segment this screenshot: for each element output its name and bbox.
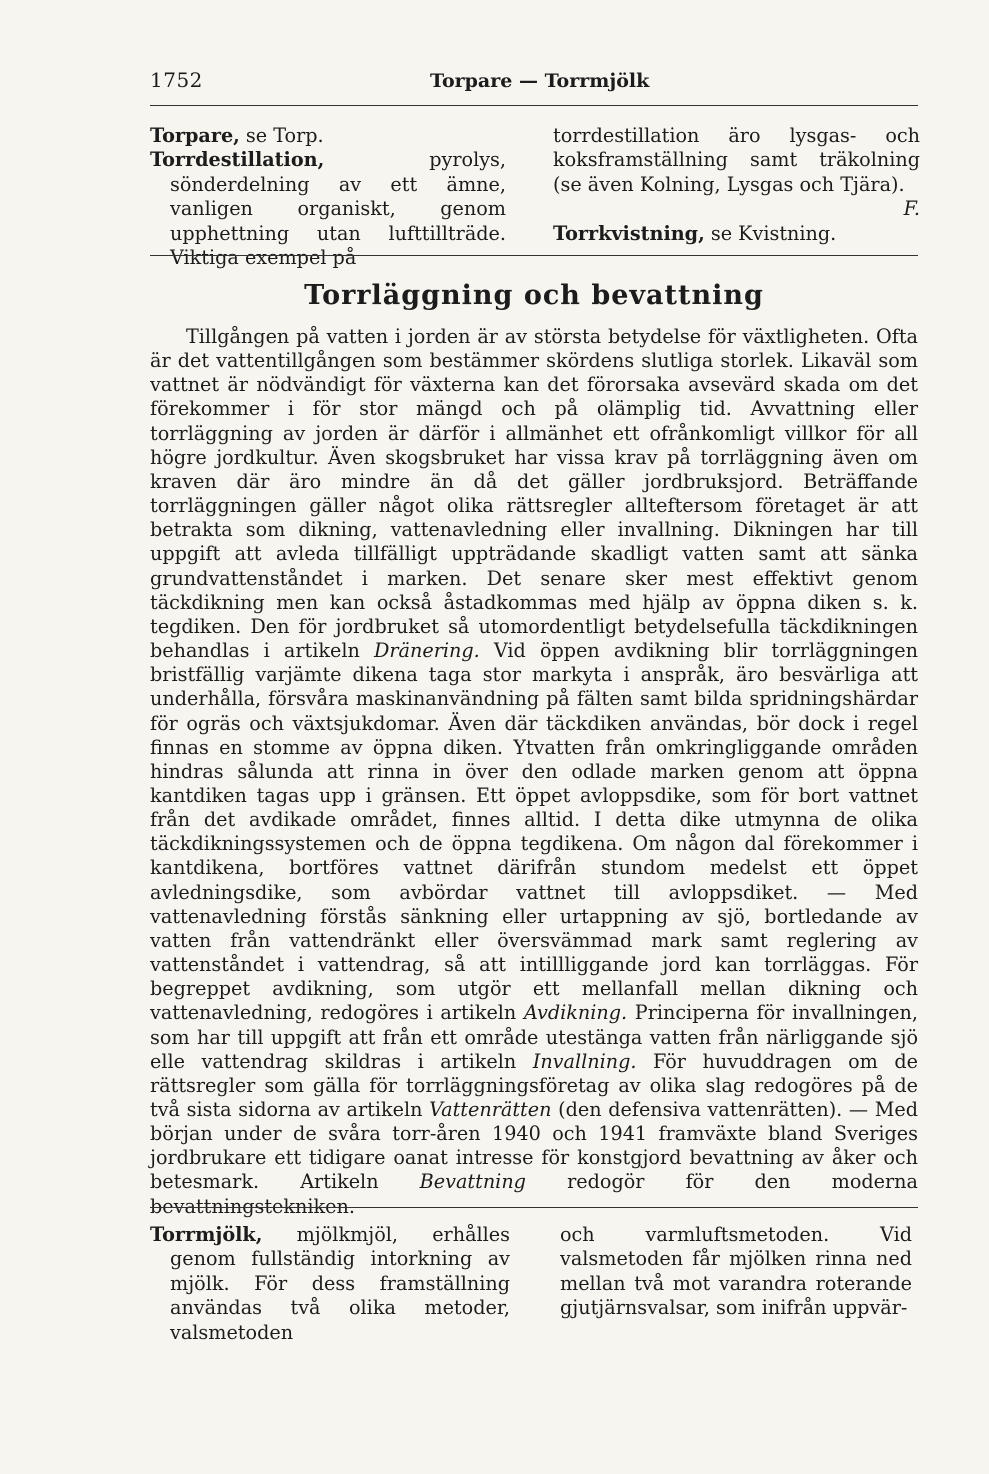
author-signature: F. xyxy=(903,197,920,221)
top-left-column xyxy=(150,124,506,270)
cross-reference: Vattenrätten xyxy=(429,1098,552,1121)
header-rule xyxy=(150,105,918,106)
headword: Torpare, xyxy=(150,124,240,147)
article-text: För huvuddragen om de rättsregler som gälla för torrläggningsföretag av olika slag redogöres på de två sista sidorna av artikeln xyxy=(150,1049,918,1121)
cross-reference: Avdikning. xyxy=(523,1001,628,1025)
entry-text: se Kvistning. xyxy=(704,221,837,245)
article-text: Tillgången på vatten i jorden är av största betydelse för växtligheten. Ofta är det vattentillgången som bestämmer skördens slutliga storlek. Likaväl som vattnet är nödvändigt för växterna kan det förorsaka avsevärd skada om det förekommer i för stor mängd och på olämplig tid. Avvattning eller torrläggning av jorden är därför i allmänhet ett ofrånkomligt villkor för all högre jordkultur. Även skogsbruket har vissa krav på torrläggning även om kraven där äro mindre än då det gäller jordbruksjord. Beträffande torrläggningen gäller något olika rättsregler allteftersom företaget är att betrakta som dikning, vattenavledning eller invallning. Dikningen har till uppgift att avleda tillfälligt uppträdande skadligt vatten samt att sänka grundvattenståndet i marken. Det senare sker mest effektivt genom täckdikning men kan också åstadkommas med hjälp av öppna diken s. k. tegdiken. Den för jordbruket så utomordentligt betydelsefulla täckdikningen behandlas i artikeln xyxy=(150,325,918,663)
article-text: (den defensiva vattenrätten). — Med början under de svåra torr-åren 1940 och 1941 framväxte bland Sveriges jordbrukare ett tidigare oanat intresse för konstgjord bevattning av åker och betesmark. Artikeln xyxy=(150,1098,918,1194)
page-number: 1752 xyxy=(150,68,203,92)
article-text: redogör för den moderna bevattningstekniken. xyxy=(150,1170,918,1218)
entry-torrmjolk xyxy=(150,1223,510,1345)
article-title: Torrläggning och bevattning xyxy=(304,280,764,311)
entry-continuation xyxy=(553,124,920,221)
article-text: Principerna för invallningen, som har till uppgift att från ett område utestänga vatten från närliggande sjö elle vattendrag skildras i artikeln xyxy=(150,1001,918,1073)
entry-text: mjölkmjöl, erhålles genom fullständig intorkning av mjölk. För dess framställning användas två olika metoder, valsmetoden xyxy=(170,1223,510,1344)
cross-reference: Bevattning xyxy=(419,1170,526,1194)
entry-torrdestillation xyxy=(150,148,506,270)
entry-torrkvistning xyxy=(553,222,920,246)
headword: Torrkvistning, xyxy=(553,221,705,245)
section-rule-top xyxy=(150,255,918,256)
cross-reference: Invallning. xyxy=(532,1049,637,1073)
continuation-text: torrdestillation äro lysgas- och koksframställning samt träkolning (se även Kolning, Lysgas och Tjära). xyxy=(553,124,920,196)
headword: Torrdestillation, xyxy=(150,148,325,172)
bottom-left-column xyxy=(150,1223,510,1345)
bottom-right-column xyxy=(560,1223,912,1321)
headword: Torrmjölk, xyxy=(150,1223,263,1246)
entry-text: se Torp. xyxy=(239,124,324,147)
entry-text: pyrolys, sönderdelning av ett ämne, vanligen organiskt, genom upphettning utan lufttillträde. Viktiga exempel på xyxy=(170,148,506,270)
page-header xyxy=(150,68,920,98)
article-text: Vid öppen avdikning blir torrläggningen bristfällig varjämte dikena taga stor markyta i anspråk, äro besvärliga att underhålla, försvåra maskinanvändning på fälten samt bilda spridningshärdar för ogräs och växtsjukdomar. Även där täckdiken användas, bör dock i regel finnas en stomme av öppna diken. Ytvatten från omkringliggande områden hindras sålunda att rinna in över den odlade marken genom att öppna kantdiken tagas upp i gränsen. Ett öppet avloppsdike, som för bort vattnet från det avdikade området, finnes alltid. I detta dike utmynna de olika täckdikningssystemen och de öppna tegdikena. Om någon dal förekommer i kantdikena, bortföres vattnet därifrån stundom medelst ett öppet avledningsdike, som avbördar vattnet till avloppsdiket. — Med vattenavledning förstås sänkning eller urtappning av sjö, bortledande av vatten från vattendränkt eller översvämmad mark samt reglering av vattenståndet i vattendrag, så att intillliggande jord kan torrläggas. För begreppet avdikning, som utgör ett mellanfall mellan dikning och vattenavledning, redogöres i artikeln xyxy=(150,639,918,1025)
entry-torpare xyxy=(150,124,506,148)
cross-reference: Dränering. xyxy=(373,639,480,663)
running-title: Torpare — Torrmjölk xyxy=(430,70,650,92)
entry-continuation: och varmluftsmetoden. Vid valsmetoden får mjölken rinna ned mellan två mot varandra roterande gjutjärnsvalsar, som inifrån uppvär- xyxy=(560,1223,912,1320)
article-body xyxy=(150,325,918,1219)
top-right-column xyxy=(553,124,920,246)
section-rule-bottom xyxy=(150,1207,918,1208)
